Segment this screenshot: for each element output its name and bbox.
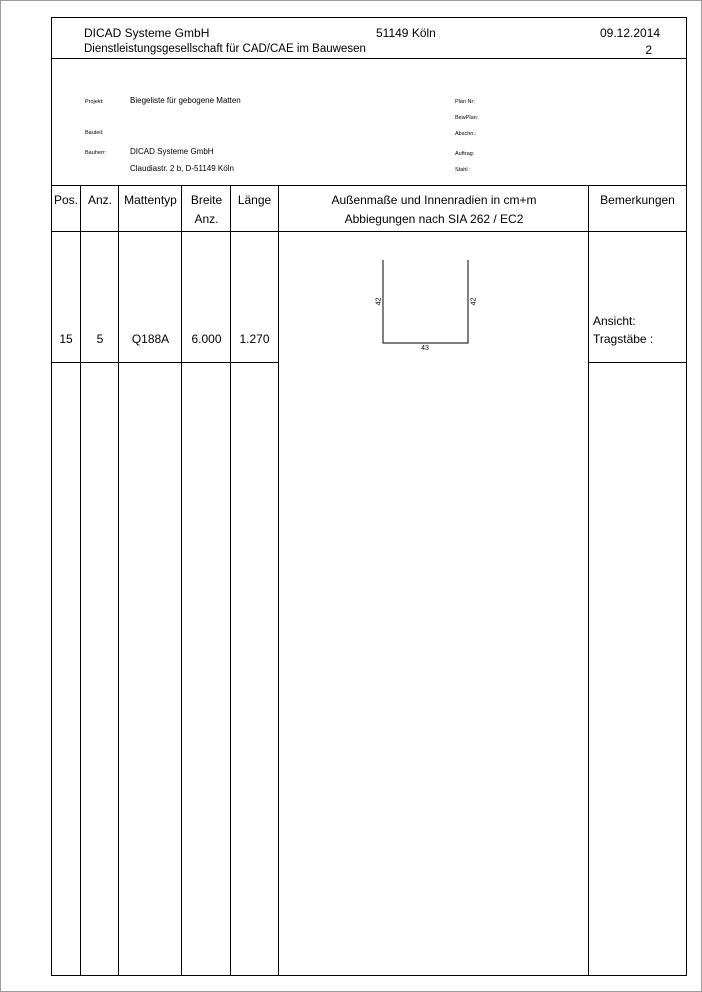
col-laenge-header: Länge xyxy=(237,193,272,207)
col-pos-header: Pos. xyxy=(53,193,78,207)
col-divider-4 xyxy=(230,185,231,975)
dim-right-leg: 42 xyxy=(470,297,478,306)
col-anz-header: Anz. xyxy=(87,193,112,207)
col-divider-3 xyxy=(181,185,182,975)
row-tragstaebe-label: Tragstäbe : xyxy=(593,332,654,346)
date: 09.12.2014 xyxy=(600,26,661,40)
table-top-border xyxy=(52,185,686,186)
bewplan-label: BewPlan: xyxy=(455,115,479,121)
col-breite-header: Breite xyxy=(190,193,223,207)
dim-left-leg: 42 xyxy=(375,297,383,306)
row-breite: 6.000 xyxy=(191,332,222,346)
header-divider xyxy=(52,58,686,59)
abschn-label: Abschn.: xyxy=(455,131,477,137)
col-divider-1 xyxy=(80,185,81,975)
projekt-label: Projekt: xyxy=(85,99,104,105)
row-divider-right xyxy=(588,362,686,363)
company-subtitle: Dienstleistungsgesellschaft für CAD/CAE im Bauwesen xyxy=(84,43,366,55)
plan-nr-label: Plan Nr: xyxy=(455,99,475,105)
bending-schedule-sheet xyxy=(51,17,687,976)
row-mattentyp: Q188A xyxy=(131,332,170,346)
col-shape-header-line2: Abbiegungen nach SIA 262 / EC2 xyxy=(344,212,524,226)
bauteil-label: Bauteil: xyxy=(85,130,104,136)
bauherr-label: Bauherr: xyxy=(85,150,107,156)
bend-shape-sketch xyxy=(278,232,588,380)
bauherr-name: DICAD Systeme GmbH xyxy=(130,147,214,156)
row-anz: 5 xyxy=(96,332,104,346)
col-mattentyp-header: Mattentyp xyxy=(124,193,177,207)
row-divider-left xyxy=(52,362,278,363)
city: 51149 Köln xyxy=(376,26,436,40)
col-shape-header-line1: Außenmaße und Innenradien in cm+m xyxy=(331,193,537,207)
row-laenge: 1.270 xyxy=(239,332,270,346)
auftrag-label: Auftrag: xyxy=(455,151,475,157)
dim-bottom: 43 xyxy=(421,345,429,352)
bend-shape-outline xyxy=(383,260,468,343)
page-number: 2 xyxy=(645,43,652,57)
row-pos: 15 xyxy=(59,332,73,346)
col-divider-2 xyxy=(118,185,119,975)
col-breite-subheader: Anz. xyxy=(194,212,219,226)
row-ansicht-label: Ansicht: xyxy=(593,314,636,328)
company-name: DICAD Systeme GmbH xyxy=(84,26,210,40)
col-divider-6 xyxy=(588,185,589,975)
col-bemerkungen-header: Bemerkungen xyxy=(600,193,675,207)
projekt-value: Biegeliste für gebogene Matten xyxy=(130,96,241,105)
stahl-label: Stahl : xyxy=(455,167,471,173)
bauherr-address: Claudiastr. 2 b, D-51149 Köln xyxy=(130,164,234,173)
